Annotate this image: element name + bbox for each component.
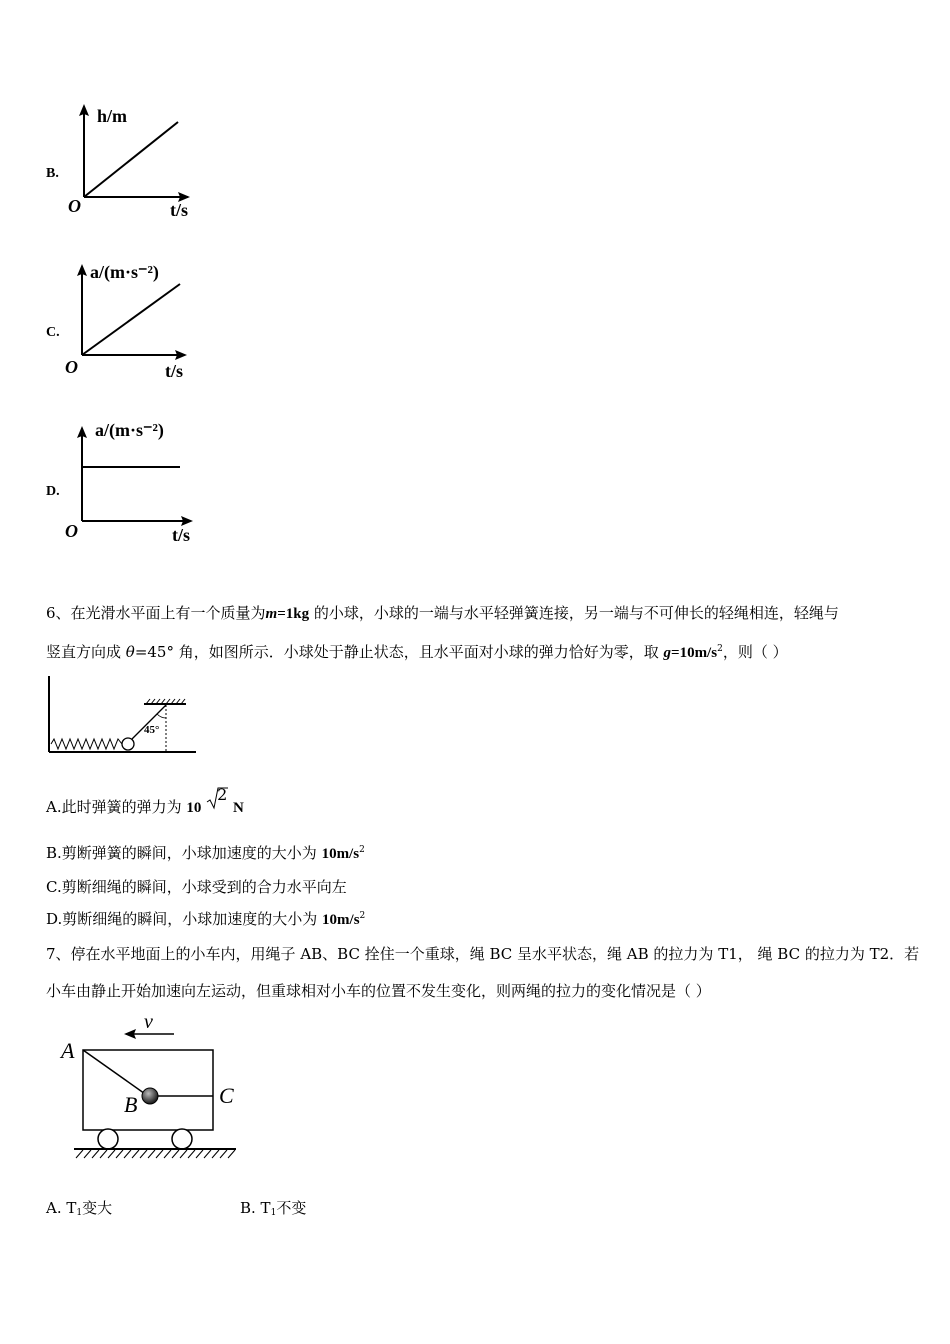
q6-choice-c[interactable]: C.剪断细绳的瞬间，小球受到的合力水平向左 bbox=[46, 878, 347, 896]
point-c-label: C bbox=[219, 1083, 234, 1108]
q6-choice-d[interactable]: D.剪断细绳的瞬间，小球加速度的大小为 $10m/s^2$ bbox=[46, 910, 366, 928]
sqrt-symbol: 2 bbox=[206, 794, 228, 814]
y-axis-label: a/(m·s⁻²) bbox=[95, 420, 164, 440]
angle-label: 45° bbox=[144, 724, 160, 736]
x-axis-label: t/s bbox=[165, 361, 183, 381]
velocity-label: v bbox=[144, 1011, 153, 1033]
q6-choice-a[interactable]: A.此时弹簧的弹力为 10 2 N bbox=[46, 785, 244, 816]
q7-choice-a[interactable]: A. $T_1$变大 bbox=[46, 1199, 113, 1218]
option-b-label: B. bbox=[46, 166, 59, 181]
x-axis-label: t/s bbox=[172, 525, 190, 545]
q7-line2: 小车由静止开始加速向左运动，但重球相对小车的位置不发生变化，则两绳的拉力的变化情况是（ ） bbox=[46, 982, 711, 1000]
y-axis-label: h/m bbox=[97, 106, 128, 126]
origin-label: O bbox=[65, 521, 78, 541]
point-a-label: A bbox=[61, 1038, 75, 1063]
q7-choice-b[interactable]: B. $T_1$不变 bbox=[240, 1199, 307, 1218]
y-axis-label: a/(m·s⁻²) bbox=[90, 262, 159, 282]
option-d-label: D. bbox=[46, 484, 60, 499]
q6-choice-b[interactable]: B.剪断弹簧的瞬间，小球加速度的大小为 $10m/s^2$ bbox=[46, 844, 365, 862]
x-axis-label: t/s bbox=[170, 200, 188, 220]
option-c-label: C. bbox=[46, 325, 60, 340]
origin-label: O bbox=[65, 357, 78, 377]
cart-figure bbox=[56, 1010, 246, 1166]
origin-label: O bbox=[68, 196, 81, 216]
spring-ball-figure bbox=[44, 672, 200, 758]
q6-line2: 竖直方向成 θ=45° 角，如图所示．小球处于静止状态，且水平面对小球的弹力恰好为零，取 $g=10m/s^2$，则（ ） bbox=[46, 643, 788, 661]
point-b-label: B bbox=[124, 1092, 138, 1117]
q6-line1: 6、在光滑水平面上有一个质量为m=1kg 的小球，小球的一端与水平轻弹簧连接，另一端与不可伸长的轻绳相连，轻绳与 bbox=[46, 604, 839, 622]
q7-line1: 7、停在水平地面上的小车内，用绳子 AB、BC 拴住一个重球，绳 BC 呈水平状态，绳 AB 的拉力为 T1， 绳 BC 的拉力为 T2．若 bbox=[46, 945, 920, 963]
